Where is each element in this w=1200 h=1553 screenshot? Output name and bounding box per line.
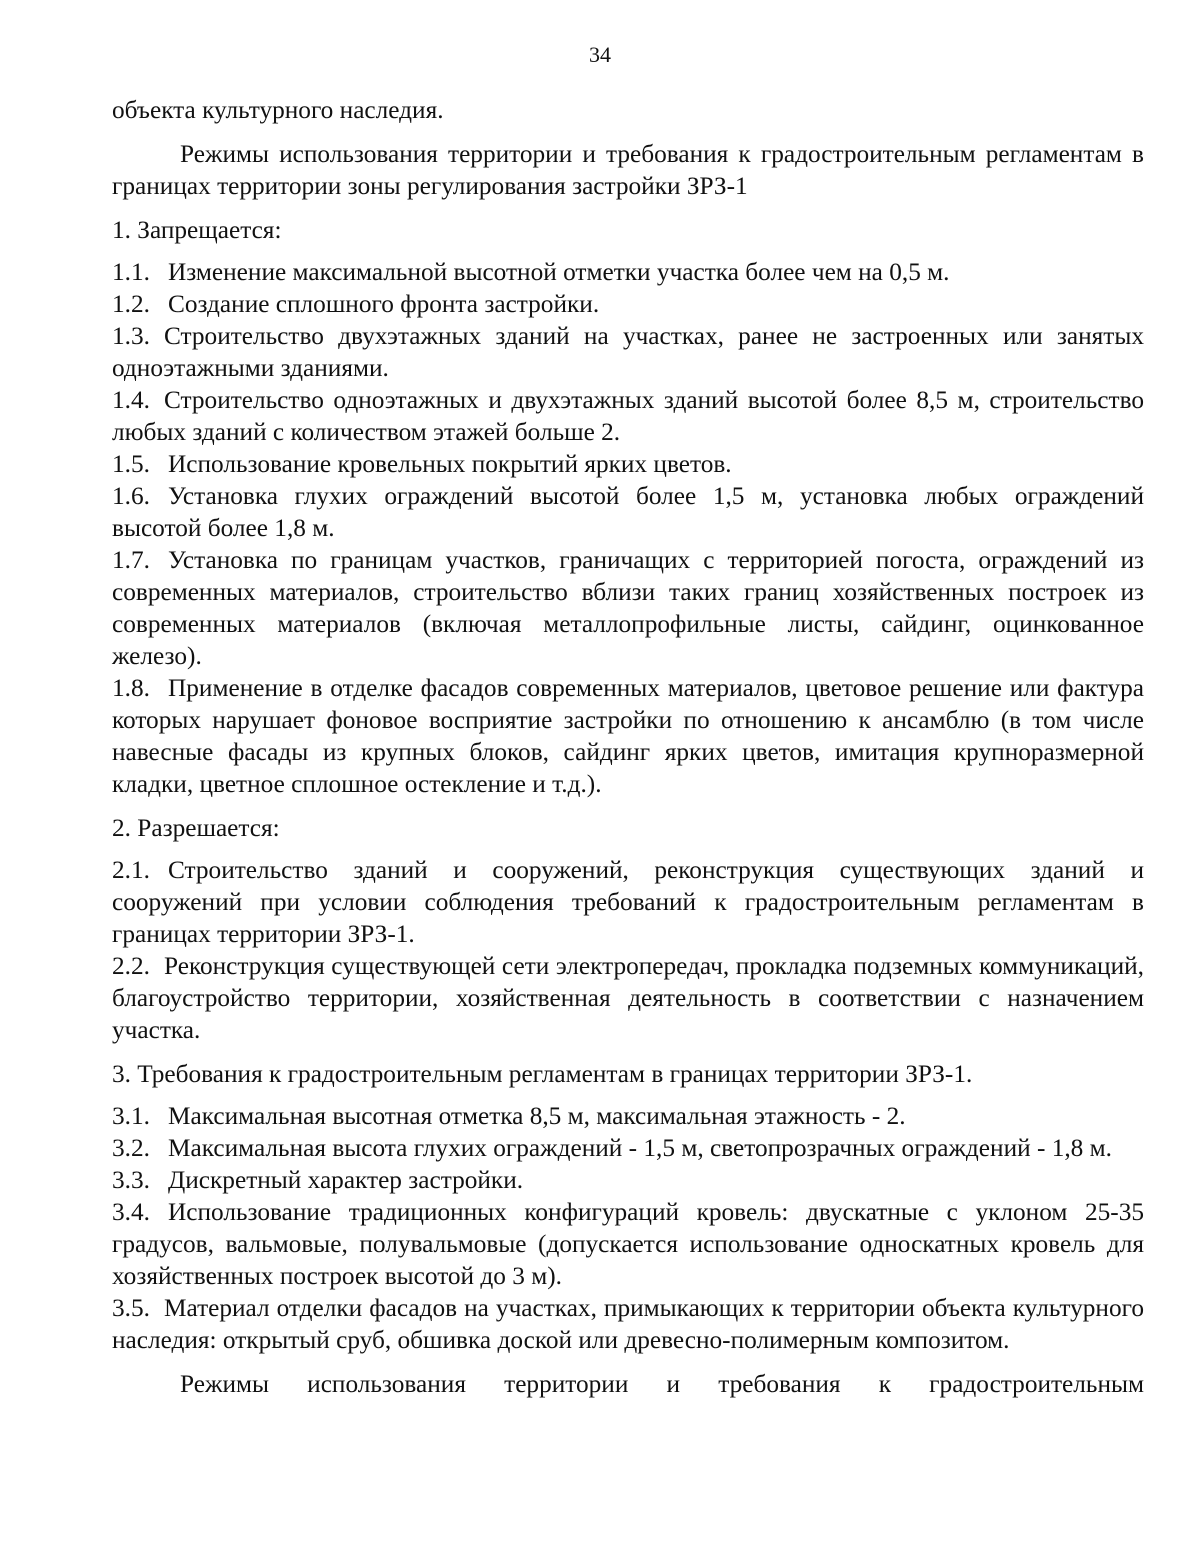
item-number: 2.2. [112, 952, 150, 980]
item-number: 1.4. [112, 386, 150, 414]
item-number: 1.3. [112, 322, 150, 350]
item-text: Дискретный характер застройки. [168, 1166, 524, 1194]
page-number: 34 [589, 42, 611, 67]
list-item [112, 1196, 1144, 1292]
list-item [112, 854, 1144, 950]
item-text: Строительство зданий и сооружений, реконструкция существующих зданий и сооружений при условии соблюдения требований к градостроительным регламентам в границах территории ЗРЗ-1. [112, 856, 1144, 948]
item-text: Изменение максимальной высотной отметки участка более чем на 0,5 м. [168, 258, 950, 286]
document-body [112, 94, 1144, 1400]
list-item [112, 256, 1144, 288]
section-1-title: 1. Запрещается: [112, 216, 282, 244]
list-item [112, 288, 1144, 320]
list-item [112, 384, 1144, 448]
item-number: 3.2. [112, 1134, 150, 1162]
section-heading: Режимы использования территории и требования к градостроительным регламентам в границах территории зоны регулирования застройки ЗРЗ-1 [112, 140, 1144, 200]
item-text: Материал отделки фасадов на участках, примыкающих к территории объекта культурного наследия: открытый сруб, обшивка доской или древесно-полимерным композитом. [112, 1294, 1144, 1354]
list-item [112, 480, 1144, 544]
item-number: 3.4. [112, 1198, 150, 1226]
item-number: 3.5. [112, 1294, 150, 1322]
section-3-title: 3. Требования к градостроительным регламентам в границах территории ЗРЗ-1. [112, 1060, 973, 1088]
intro-line: объекта культурного наследия. [112, 96, 444, 124]
section-2-list [112, 854, 1144, 1046]
section-1-list [112, 256, 1144, 800]
item-text: Применение в отделке фасадов современных материалов, цветовое решение или фактура которых нарушает фоновое восприятие застройки по отношению к ансамблю (в том числе навесные фасады из крупных блоков, сайдинг ярких цветов, имитация крупноразмерной кладки, цветное сплошное остекление и т.д.). [112, 674, 1144, 798]
list-item [112, 950, 1144, 1046]
list-item [112, 448, 1144, 480]
item-number: 1.5. [112, 450, 150, 478]
item-number: 1.1. [112, 258, 150, 286]
item-text: Установка глухих ограждений высотой более 1,5 м, установка любых ограждений высотой более 1,8 м. [112, 482, 1144, 542]
item-number: 1.8. [112, 674, 150, 702]
section-2-title: 2. Разрешается: [112, 814, 280, 842]
item-number: 2.1. [112, 856, 150, 884]
item-number: 3.3. [112, 1166, 150, 1194]
item-text: Создание сплошного фронта застройки. [168, 290, 600, 318]
list-item [112, 1100, 1144, 1132]
item-number: 3.1. [112, 1102, 150, 1130]
list-item [112, 320, 1144, 384]
item-text: Максимальная высота глухих ограждений - 1,5 м, светопрозрачных ограждений - 1,8 м. [168, 1134, 1112, 1162]
next-section-heading: Режимы использования территории и требования к градостроительным [180, 1370, 1144, 1398]
list-item [112, 672, 1144, 800]
item-text: Строительство одноэтажных и двухэтажных зданий высотой более 8,5 м, строительство любых зданий с количеством этажей больше 2. [112, 386, 1144, 446]
section-3-list [112, 1100, 1144, 1356]
item-text: Установка по границам участков, граничащих с территорией погоста, ограждений из современных материалов, строительство вблизи таких границ хозяйственных построек из современных материалов (включая металлопрофильные листы, сайдинг, оцинкованное железо). [112, 546, 1144, 670]
item-text: Использование кровельных покрытий ярких цветов. [168, 450, 732, 478]
item-number: 1.6. [112, 482, 150, 510]
list-item [112, 1164, 1144, 1196]
item-text: Использование традиционных конфигураций кровель: двускатные с уклоном 25-35 градусов, вальмовые, полувальмовые (допускается использование односкатных кровель для хозяйственных построек высотой до 3 м). [112, 1198, 1144, 1290]
item-number: 1.2. [112, 290, 150, 318]
item-text: Максимальная высотная отметка 8,5 м, максимальная этажность - 2. [168, 1102, 906, 1130]
item-text: Реконструкция существующей сети электропередач, прокладка подземных коммуникаций, благоустройство территории, хозяйственная деятельность в соответствии с назначением участка. [112, 952, 1144, 1044]
item-text: Строительство двухэтажных зданий на участках, ранее не застроенных или занятых одноэтажными зданиями. [112, 322, 1144, 382]
list-item [112, 1132, 1144, 1164]
list-item [112, 1292, 1144, 1356]
list-item [112, 544, 1144, 672]
item-number: 1.7. [112, 546, 150, 574]
